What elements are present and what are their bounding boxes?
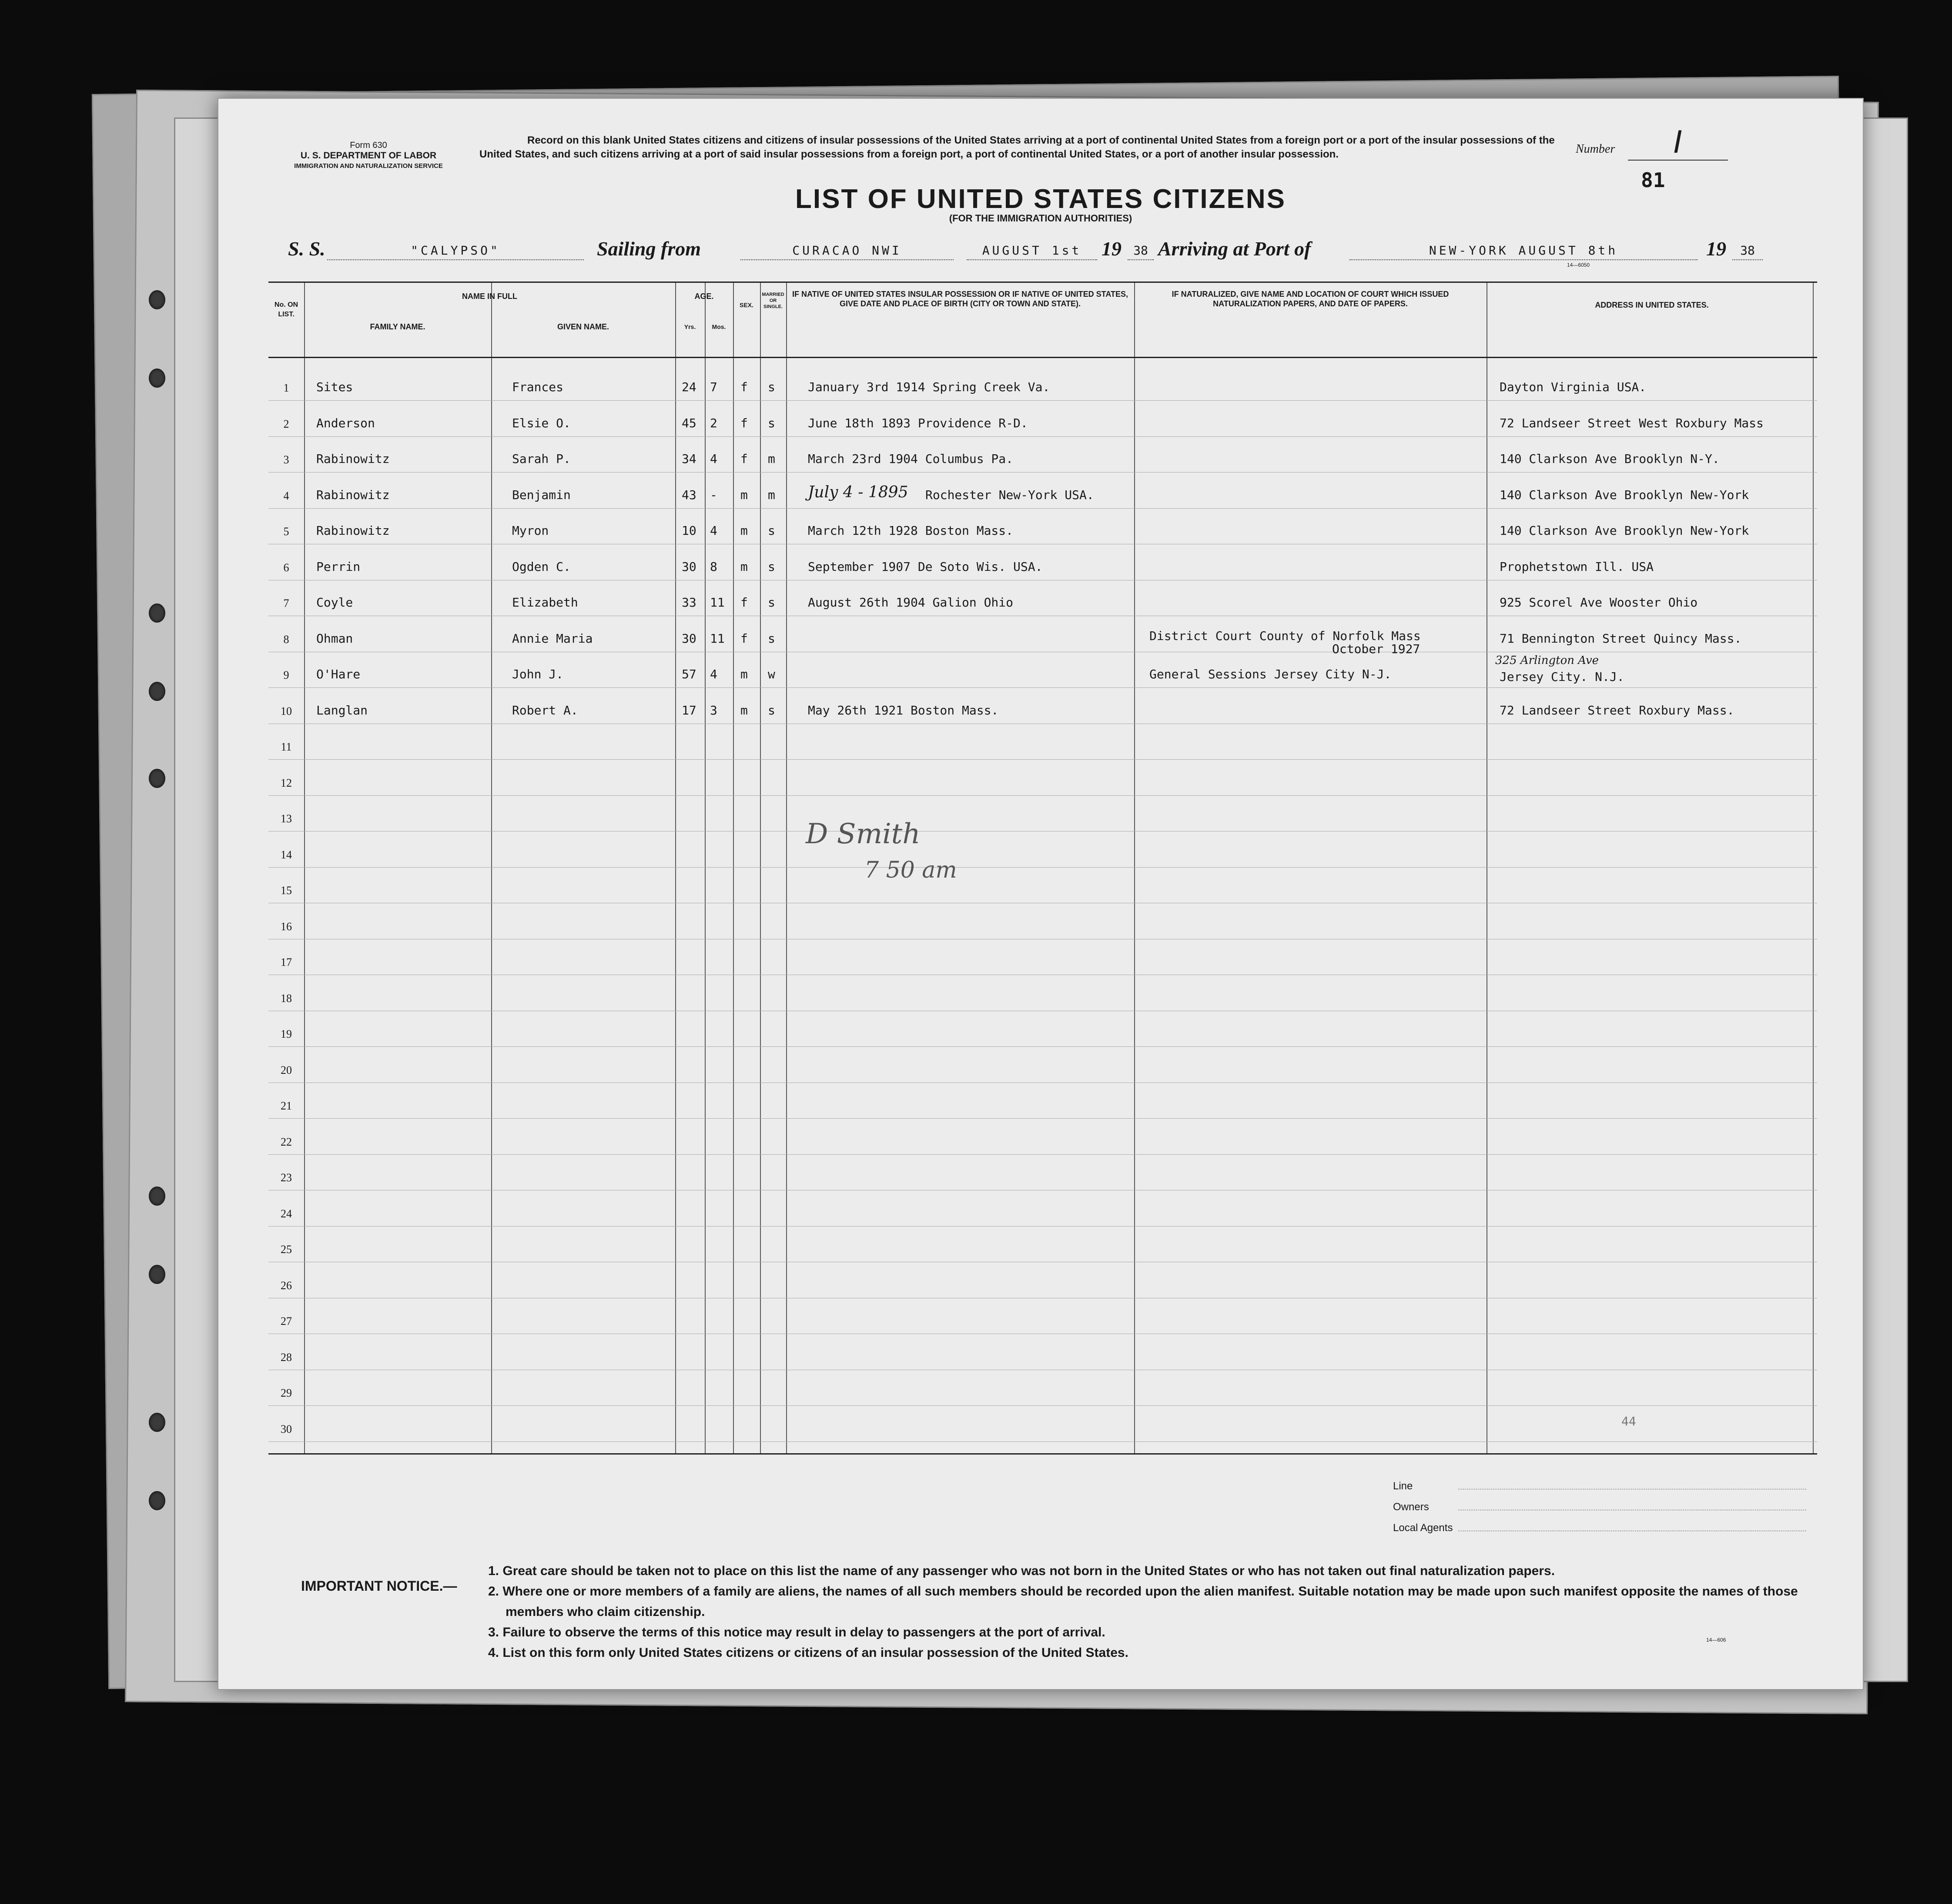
cell-ms: w — [768, 667, 775, 681]
cell-birth: March 12th 1928 Boston Mass. — [808, 523, 1014, 538]
cell-yrs: 10 — [682, 523, 696, 538]
cell-sex: m — [740, 523, 748, 538]
row-number: 24 — [281, 1207, 292, 1220]
cell-sex: m — [740, 487, 748, 502]
notice-label: IMPORTANT NOTICE.— — [301, 1578, 457, 1594]
cell-family: Ohman — [316, 631, 353, 646]
cell-birth: Rochester New-York USA. — [925, 487, 1094, 502]
binder-hole — [149, 682, 165, 701]
row-number: 27 — [281, 1315, 292, 1327]
row-number: 11 — [281, 741, 292, 753]
cell-sex: m — [740, 559, 748, 574]
cell-addr: Jersey City. N.J. — [1500, 670, 1624, 684]
cell-addr: 71 Bennington Street Quincy Mass. — [1500, 631, 1742, 646]
agents-local-field — [1458, 1518, 1806, 1531]
cell-ms: s — [768, 380, 775, 394]
cell-sex: m — [740, 667, 748, 681]
page-title: LIST OF UNITED STATES CITIZENS — [795, 184, 1286, 214]
row-number: 26 — [281, 1279, 292, 1292]
cell-ms: s — [768, 595, 775, 610]
row-number: 15 — [281, 884, 292, 897]
row-number: 8 — [283, 633, 289, 646]
cell-family: O'Hare — [316, 667, 361, 681]
row-number: 12 — [281, 776, 292, 789]
cell-sex: f — [740, 416, 748, 430]
col-age-yrs: Yrs. — [684, 323, 696, 330]
cell-addr-handwritten: 325 Arlington Ave — [1495, 654, 1599, 667]
col-married: MARRIED OR SINGLE. — [762, 292, 784, 309]
cell-given: Frances — [512, 380, 564, 394]
col-birth: IF NATIVE OF UNITED STATES INSULAR POSSESSION OR IF NATIVE OF UNITED STATES, GIVE DATE AND PLACE OF BIRTH (CITY OR TOWN AND STATE). — [792, 290, 1128, 308]
agents-line-field — [1458, 1476, 1806, 1489]
cell-birth: May 26th 1921 Boston Mass. — [808, 703, 999, 717]
cell-birth: June 18th 1893 Providence R-D. — [808, 416, 1028, 430]
cell-family: Langlan — [316, 703, 368, 717]
row-number: 21 — [281, 1099, 292, 1112]
row-number: 29 — [281, 1387, 292, 1399]
cell-ms: s — [768, 523, 775, 538]
cell-ms: m — [768, 452, 775, 466]
col-name-in-full: NAME IN FULL — [462, 292, 517, 301]
inspector-signature: D Smith — [806, 818, 921, 850]
row-number: 28 — [281, 1351, 292, 1364]
cell-sex: f — [740, 380, 748, 394]
page-mark: 44 — [1621, 1414, 1636, 1428]
from-port: CURACAO NWI — [740, 243, 954, 260]
cell-family: Perrin — [316, 559, 361, 574]
number-value: I — [1628, 125, 1728, 161]
row-number: 9 — [283, 669, 289, 681]
to-port: NEW-YORK AUGUST 8th — [1349, 243, 1698, 260]
row-number: 13 — [281, 812, 292, 825]
binder-hole — [149, 369, 165, 388]
row-number: 25 — [281, 1243, 292, 1256]
cell-yrs: 30 — [682, 559, 696, 574]
cell-sex: f — [740, 631, 748, 646]
cell-mos: 11 — [710, 631, 725, 646]
form-instructions: Record on this blank United States citizens and citizens of insular possessions of the United States arriving at a port of continental United States from a foreign port or a port of the insular possessions of the United States, and such citizens arriving at a port of said insular possessions from a foreign port, a port of continental United States, or a port of another insular possession. — [479, 134, 1555, 160]
cell-birth: March 23rd 1904 Columbus Pa. — [808, 452, 1014, 466]
cell-mos: 4 — [710, 667, 717, 681]
row-number: 3 — [283, 453, 289, 466]
cell-birth: September 1907 De Soto Wis. USA. — [808, 559, 1043, 574]
cell-yrs: 45 — [682, 416, 696, 430]
notice-item: 1. Great care should be taken not to place on this list the name of any passenger who was not born in the United States or who has not taken out final naturalization papers. — [488, 1564, 1555, 1578]
row-rule — [268, 1154, 1817, 1155]
row-number: 10 — [281, 704, 292, 717]
footer-rule — [268, 1453, 1817, 1455]
cell-sex: f — [740, 595, 748, 610]
cell-ms: m — [768, 487, 775, 502]
col-address: ADDRESS IN UNITED STATES. — [1595, 301, 1709, 309]
cell-addr: 72 Landseer Street Roxbury Mass. — [1500, 703, 1734, 717]
col-no-on-list: No. ON LIST. — [274, 301, 298, 318]
agents-owners-field — [1458, 1497, 1806, 1510]
year-suffix: 38 — [1128, 243, 1154, 260]
cell-given: Sarah P. — [512, 452, 571, 466]
row-rule — [268, 687, 1817, 688]
cell-mos: 7 — [710, 380, 717, 394]
number-label: Number — [1576, 142, 1615, 156]
cell-ms: s — [768, 703, 775, 717]
binder-hole — [149, 1491, 165, 1510]
cell-family: Rabinowitz — [316, 452, 390, 466]
row-number: 19 — [281, 1028, 292, 1040]
notice-item: 4. List on this form only United States citizens or citizens of an insular possession of the United States. — [488, 1646, 1128, 1660]
cell-mos: 4 — [710, 523, 717, 538]
cell-addr: Prophetstown Ill. USA — [1500, 559, 1654, 574]
column-divider — [760, 283, 761, 1453]
passenger-table — [268, 282, 1817, 1453]
year-prefix: 19 — [1706, 238, 1726, 260]
binder-hole — [149, 1413, 165, 1432]
arriving-label: Arriving at Port of — [1158, 238, 1311, 260]
row-rule — [268, 436, 1817, 437]
notice-item: 2. Where one or more members of a family are aliens, the names of all such members should be recorded upon the alien manifest. Suitable notation may be made upon such manifest opposite the names of those members who claim citizenship. — [488, 1584, 1798, 1619]
agents-local-label: Local Agents — [1393, 1522, 1453, 1534]
row-rule — [268, 1226, 1817, 1227]
row-rule — [268, 759, 1817, 760]
cell-given: Elizabeth — [512, 595, 578, 610]
row-number: 14 — [281, 848, 292, 861]
column-divider — [491, 283, 492, 1453]
column-divider — [786, 283, 787, 1453]
cell-addr: 140 Clarkson Ave Brooklyn N-Y. — [1500, 452, 1720, 466]
cell-given: Benjamin — [512, 487, 571, 502]
cell-given: Elsie O. — [512, 416, 571, 430]
cell-given: Annie Maria — [512, 631, 593, 646]
year-suffix: 38 — [1732, 243, 1763, 260]
column-divider — [675, 283, 676, 1453]
cell-birth: January 3rd 1914 Spring Creek Va. — [808, 380, 1050, 394]
footer-code: 14—606 — [1706, 1637, 1726, 1643]
row-number: 22 — [281, 1135, 292, 1148]
column-divider — [1813, 283, 1814, 1453]
row-number: 1 — [283, 382, 289, 394]
cell-mos: 8 — [710, 559, 717, 574]
row-number: 6 — [283, 561, 289, 574]
ship-name: "CALYPSO" — [327, 243, 584, 260]
cell-addr: 72 Landseer Street West Roxbury Mass — [1500, 416, 1764, 430]
inspection-time: 7 50 am — [864, 857, 957, 883]
row-rule — [268, 1405, 1817, 1406]
cell-given: Robert A. — [512, 703, 578, 717]
cell-yrs: 57 — [682, 667, 696, 681]
cell-birth: August 26th 1904 Galion Ohio — [808, 595, 1014, 610]
col-family-name: FAMILY NAME. — [370, 322, 425, 331]
cell-ms: s — [768, 416, 775, 430]
notice-item: 3. Failure to observe the terms of this notice may result in delay to passengers at the port of arrival. — [488, 1625, 1105, 1639]
cell-sex: f — [740, 452, 748, 466]
cell-family: Anderson — [316, 416, 375, 430]
cell-addr: 925 Scorel Ave Wooster Ohio — [1500, 595, 1698, 610]
form-identifier — [275, 140, 462, 171]
cell-yrs: 17 — [682, 703, 696, 717]
row-rule — [268, 1118, 1817, 1119]
row-number: 4 — [283, 489, 289, 502]
page-subtitle: (FOR THE IMMIGRATION AUTHORITIES) — [949, 213, 1132, 224]
department-name: U. S. DEPARTMENT OF LABOR — [300, 151, 437, 161]
cell-mos: 3 — [710, 703, 717, 717]
stamp-number: 81 — [1641, 168, 1665, 192]
col-sex: SEX. — [740, 302, 753, 308]
year-prefix: 19 — [1102, 238, 1122, 260]
binder-hole — [149, 290, 165, 309]
column-divider — [705, 283, 706, 1453]
cell-birth-handwritten: July 4 - 1895 — [808, 483, 908, 501]
row-number: 16 — [281, 920, 292, 933]
cell-nat: District Court County of Norfolk Mass — [1149, 628, 1421, 643]
important-notice — [488, 1561, 1802, 1663]
row-rule — [268, 508, 1817, 509]
cell-yrs: 24 — [682, 380, 696, 394]
cell-mos: 11 — [710, 595, 725, 610]
cell-ms: s — [768, 559, 775, 574]
form-no: Form 630 — [350, 141, 387, 150]
row-number: 7 — [283, 597, 289, 610]
col-naturalized: IF NATURALIZED, GIVE NAME AND LOCATION OF COURT WHICH ISSUED NATURALIZATION PAPERS, AND DATE OF PAPERS. — [1172, 290, 1449, 308]
row-rule — [268, 400, 1817, 401]
cell-addr: 140 Clarkson Ave Brooklyn New-York — [1500, 523, 1749, 538]
row-number: 20 — [281, 1063, 292, 1076]
cell-given: John J. — [512, 667, 564, 681]
cell-yrs: 43 — [682, 487, 696, 502]
cell-family: Coyle — [316, 595, 353, 610]
row-rule — [268, 1441, 1817, 1442]
col-age-mos: Mos. — [712, 323, 726, 330]
manifest-page — [218, 98, 1864, 1690]
row-number: 2 — [283, 417, 289, 430]
row-number: 5 — [283, 525, 289, 538]
binder-hole — [149, 603, 165, 623]
cell-yrs: 34 — [682, 452, 696, 466]
cell-given: Myron — [512, 523, 549, 538]
cell-mos: 2 — [710, 416, 717, 430]
cell-mos: 4 — [710, 452, 717, 466]
ss-label: S. S. — [288, 238, 325, 260]
cell-addr: Dayton Virginia USA. — [1500, 380, 1647, 394]
cell-family: Rabinowitz — [316, 523, 390, 538]
row-number: 18 — [281, 992, 292, 1005]
sail-date: AUGUST 1st — [967, 243, 1097, 260]
cell-nat: General Sessions Jersey City N-J. — [1149, 667, 1392, 681]
cell-yrs: 30 — [682, 631, 696, 646]
agents-line-label: Line — [1393, 1480, 1413, 1492]
cell-addr: 140 Clarkson Ave Brooklyn New-York — [1500, 487, 1749, 502]
row-number: 17 — [281, 956, 292, 969]
row-rule — [268, 795, 1817, 796]
cell-mos: - — [710, 487, 717, 502]
cell-ms: s — [768, 631, 775, 646]
binder-hole — [149, 1187, 165, 1206]
row-rule — [268, 867, 1817, 868]
service-name: IMMIGRATION AND NATURALIZATION SERVICE — [294, 162, 443, 170]
row-rule — [268, 472, 1817, 473]
column-divider — [1134, 283, 1135, 1453]
binder-hole — [149, 1265, 165, 1284]
cell-yrs: 33 — [682, 595, 696, 610]
print-code: 14—6050 — [1567, 262, 1590, 268]
agents-block — [1393, 1476, 1806, 1539]
sailing-label: Sailing from — [597, 238, 701, 260]
binder-hole — [149, 769, 165, 788]
agents-owners-label: Owners — [1393, 1501, 1429, 1513]
cell-family: Sites — [316, 380, 353, 394]
col-age: AGE. — [694, 292, 714, 301]
cell-sex: m — [740, 703, 748, 717]
column-divider — [304, 283, 305, 1453]
cell-nat-date: October 1927 — [1332, 641, 1420, 656]
row-rule — [268, 1046, 1817, 1047]
voyage-line — [288, 229, 1811, 264]
header-rule — [268, 357, 1817, 358]
cell-given: Ogden C. — [512, 559, 571, 574]
row-number: 30 — [281, 1422, 292, 1435]
row-number: 23 — [281, 1171, 292, 1184]
cell-family: Rabinowitz — [316, 487, 390, 502]
column-divider — [733, 283, 734, 1453]
col-given-name: GIVEN NAME. — [557, 322, 609, 331]
